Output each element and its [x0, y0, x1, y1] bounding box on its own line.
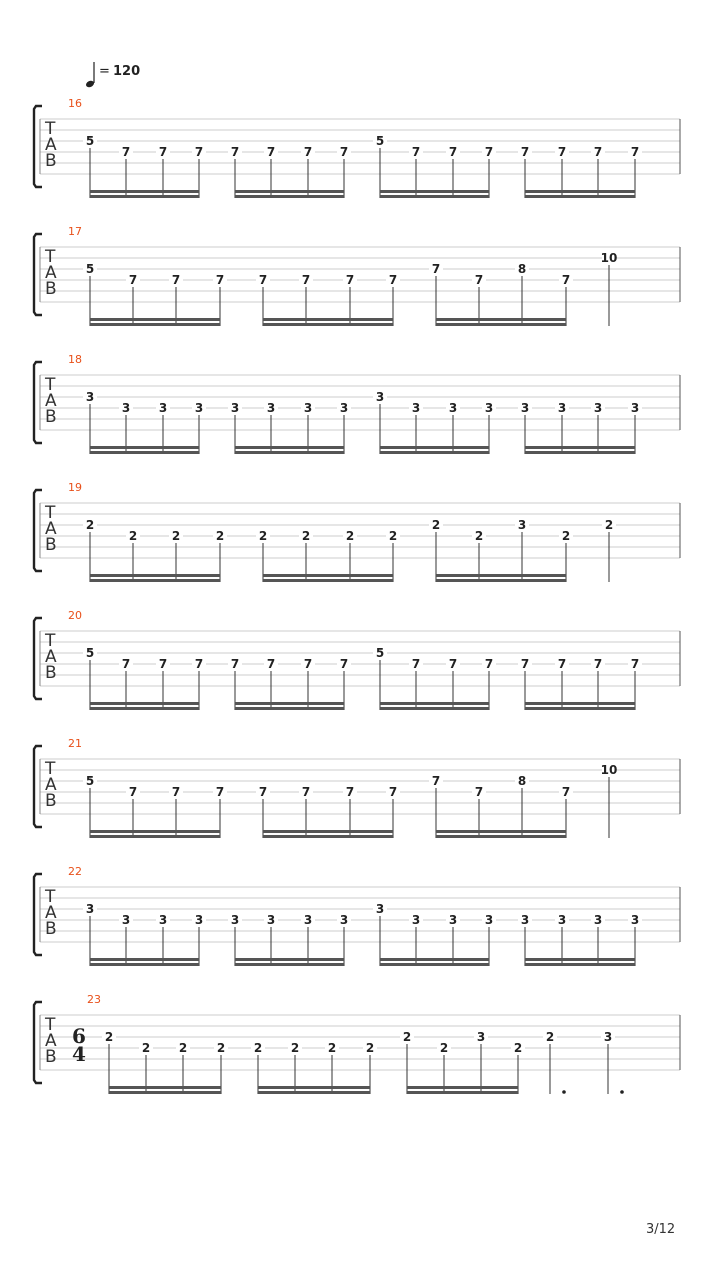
beam-secondary: [263, 574, 393, 577]
beam-secondary: [436, 574, 566, 577]
measure-number: 17: [68, 225, 82, 238]
fret-number: 3: [303, 401, 313, 415]
fret-number: 5: [375, 646, 385, 660]
fret-number: 7: [215, 785, 225, 799]
fret-number: 7: [339, 145, 349, 159]
tab-clef-t: T: [45, 119, 56, 139]
fret-number: 3: [593, 913, 603, 927]
fret-number: 7: [484, 145, 494, 159]
beam-primary: [90, 707, 199, 710]
tab-clef-b: B: [45, 791, 57, 811]
beam-primary: [407, 1091, 518, 1094]
fret-number: 3: [557, 401, 567, 415]
fret-number: 3: [557, 913, 567, 927]
beam-secondary: [380, 446, 489, 449]
fret-number: 3: [158, 913, 168, 927]
tab-clef-t: T: [45, 375, 56, 395]
tab-clef-b: B: [45, 535, 57, 555]
fret-number: 3: [484, 913, 494, 927]
fret-number: 2: [85, 518, 95, 532]
tab-clef-a: A: [45, 1031, 57, 1051]
fret-number: 2: [545, 1030, 555, 1044]
measure-number: 23: [87, 993, 101, 1006]
beam-secondary: [90, 318, 220, 321]
beam-primary: [436, 579, 566, 582]
fret-number: 2: [104, 1030, 114, 1044]
beam-secondary: [380, 702, 489, 705]
beam-secondary: [436, 318, 566, 321]
fret-number: 3: [85, 902, 95, 916]
beam-primary: [525, 195, 635, 198]
fret-number: 7: [194, 145, 204, 159]
fret-number: 7: [171, 785, 181, 799]
beam-secondary: [90, 830, 220, 833]
tab-clef-b: B: [45, 663, 57, 683]
tempo-equals: =: [99, 64, 110, 79]
fret-number: 3: [375, 902, 385, 916]
beam-primary: [436, 835, 566, 838]
duration-dot: [562, 1090, 566, 1094]
fret-number: 2: [215, 529, 225, 543]
beam-primary: [90, 323, 220, 326]
beam-secondary: [90, 446, 199, 449]
tab-clef-b: B: [45, 279, 57, 299]
fret-number: 7: [266, 145, 276, 159]
beam-primary: [436, 323, 566, 326]
fret-number: 3: [194, 401, 204, 415]
tab-system: [34, 609, 680, 710]
fret-number: 7: [474, 273, 484, 287]
fret-number: 2: [178, 1041, 188, 1055]
measure-number: 22: [68, 865, 82, 878]
fret-number: 2: [345, 529, 355, 543]
fret-number: 7: [258, 785, 268, 799]
fret-number: 3: [411, 401, 421, 415]
system-bracket: [34, 362, 42, 443]
fret-number: 10: [600, 763, 618, 777]
beam-primary: [90, 835, 220, 838]
beam-primary: [525, 707, 635, 710]
system-bracket: [34, 874, 42, 955]
beam-primary: [525, 963, 635, 966]
fret-number: 3: [448, 401, 458, 415]
fret-number: 3: [266, 401, 276, 415]
fret-number: 3: [448, 913, 458, 927]
beam-secondary: [235, 702, 344, 705]
fret-number: 2: [327, 1041, 337, 1055]
fret-number: 2: [439, 1041, 449, 1055]
fret-number: 2: [388, 529, 398, 543]
fret-number: 7: [171, 273, 181, 287]
fret-number: 5: [85, 646, 95, 660]
fret-number: 7: [301, 785, 311, 799]
tab-clef-a: A: [45, 775, 57, 795]
tab-clef-b: B: [45, 919, 57, 939]
fret-number: 7: [431, 774, 441, 788]
fret-number: 3: [121, 913, 131, 927]
beam-primary: [90, 579, 220, 582]
beam-primary: [90, 451, 199, 454]
beam-primary: [380, 195, 489, 198]
beam-secondary: [263, 830, 393, 833]
fret-number: 7: [561, 785, 571, 799]
beam-secondary: [436, 830, 566, 833]
beam-primary: [380, 451, 489, 454]
fret-number: 7: [266, 657, 276, 671]
fret-number: 7: [230, 145, 240, 159]
beam-secondary: [380, 190, 489, 193]
fret-number: 7: [301, 273, 311, 287]
beam-secondary: [525, 446, 635, 449]
fret-number: 2: [474, 529, 484, 543]
fret-number: 3: [230, 913, 240, 927]
tab-clef-t: T: [45, 631, 56, 651]
fret-number: 2: [604, 518, 614, 532]
fret-number: 3: [517, 518, 527, 532]
system-bracket: [34, 234, 42, 315]
system-bracket: [34, 746, 42, 827]
tab-clef-b: B: [45, 407, 57, 427]
fret-number: 7: [557, 657, 567, 671]
beam-primary: [90, 195, 199, 198]
fret-number: 7: [303, 657, 313, 671]
beam-primary: [380, 963, 489, 966]
fret-number: 7: [345, 273, 355, 287]
fret-number: 3: [593, 401, 603, 415]
fret-number: 7: [388, 785, 398, 799]
fret-number: 5: [85, 774, 95, 788]
beam-primary: [235, 963, 344, 966]
fret-number: 2: [216, 1041, 226, 1055]
fret-number: 7: [630, 145, 640, 159]
fret-number: 7: [630, 657, 640, 671]
beam-primary: [90, 963, 199, 966]
fret-number: 7: [593, 145, 603, 159]
beam-primary: [258, 1091, 370, 1094]
beam-secondary: [258, 1086, 370, 1089]
fret-number: 5: [85, 262, 95, 276]
fret-number: 7: [448, 657, 458, 671]
system-bracket: [34, 618, 42, 699]
system-bracket: [34, 1002, 42, 1083]
tab-clef-b: B: [45, 151, 57, 171]
tab-clef-a: A: [45, 647, 57, 667]
tab-clef-t: T: [45, 1015, 56, 1035]
fret-number: 3: [339, 401, 349, 415]
fret-number: 3: [266, 913, 276, 927]
fret-number: 3: [194, 913, 204, 927]
fret-number: 3: [476, 1030, 486, 1044]
fret-number: 8: [517, 774, 527, 788]
fret-number: 3: [158, 401, 168, 415]
fret-number: 7: [230, 657, 240, 671]
fret-number: 2: [141, 1041, 151, 1055]
fret-number: 3: [630, 913, 640, 927]
fret-number: 7: [303, 145, 313, 159]
fret-number: 3: [520, 401, 530, 415]
fret-number: 7: [121, 657, 131, 671]
beam-secondary: [90, 574, 220, 577]
tab-system: [34, 993, 680, 1094]
fret-number: 7: [339, 657, 349, 671]
fret-number: 7: [448, 145, 458, 159]
tab-system: [34, 225, 680, 326]
fret-number: 5: [85, 134, 95, 148]
tab-clef-a: A: [45, 903, 57, 923]
fret-number: 3: [411, 913, 421, 927]
fret-number: 3: [303, 913, 313, 927]
beam-primary: [235, 707, 344, 710]
tab-clef-a: A: [45, 135, 57, 155]
system-bracket: [34, 106, 42, 187]
page-number: 3/12: [646, 1222, 676, 1237]
beam-primary: [235, 195, 344, 198]
beam-secondary: [525, 190, 635, 193]
tempo-value: 120: [113, 64, 141, 79]
fret-number: 2: [431, 518, 441, 532]
fret-number: 2: [128, 529, 138, 543]
time-signature-bottom: 4: [72, 1042, 86, 1066]
fret-number: 7: [557, 145, 567, 159]
beam-secondary: [235, 958, 344, 961]
fret-number: 10: [600, 251, 618, 265]
measure-number: 21: [68, 737, 82, 750]
fret-number: 7: [411, 145, 421, 159]
beam-secondary: [235, 446, 344, 449]
fret-number: 7: [484, 657, 494, 671]
fret-number: 7: [158, 145, 168, 159]
fret-number: 7: [258, 273, 268, 287]
time-signature-top: 6: [72, 1024, 86, 1048]
fret-number: 3: [375, 390, 385, 404]
fret-number: 3: [339, 913, 349, 927]
system-bracket: [34, 490, 42, 571]
beam-secondary: [90, 190, 199, 193]
beam-primary: [263, 579, 393, 582]
measure-number: 20: [68, 609, 82, 622]
fret-number: 7: [388, 273, 398, 287]
tab-clef-t: T: [45, 887, 56, 907]
fret-number: 7: [121, 145, 131, 159]
fret-number: 7: [474, 785, 484, 799]
fret-number: 7: [215, 273, 225, 287]
fret-number: 7: [593, 657, 603, 671]
measure-number: 18: [68, 353, 82, 366]
beam-secondary: [109, 1086, 221, 1089]
fret-number: 7: [431, 262, 441, 276]
fret-number: 3: [484, 401, 494, 415]
fret-number: 7: [411, 657, 421, 671]
beam-secondary: [525, 702, 635, 705]
beam-secondary: [235, 190, 344, 193]
measure-number: 16: [68, 97, 82, 110]
fret-number: 7: [520, 145, 530, 159]
tab-system: [34, 865, 680, 966]
fret-number: 2: [402, 1030, 412, 1044]
tempo-marking: [85, 62, 140, 88]
beam-secondary: [525, 958, 635, 961]
fret-number: 7: [128, 785, 138, 799]
beam-primary: [235, 451, 344, 454]
tab-system: [34, 481, 680, 582]
beam-secondary: [263, 318, 393, 321]
fret-number: 7: [158, 657, 168, 671]
fret-number: 3: [603, 1030, 613, 1044]
fret-number: 3: [230, 401, 240, 415]
fret-number: 7: [561, 273, 571, 287]
fret-number: 7: [520, 657, 530, 671]
duration-dot: [620, 1090, 624, 1094]
tab-clef-t: T: [45, 503, 56, 523]
fret-number: 2: [290, 1041, 300, 1055]
tab-clef-a: A: [45, 391, 57, 411]
fret-number: 8: [517, 262, 527, 276]
fret-number: 3: [520, 913, 530, 927]
beam-primary: [109, 1091, 221, 1094]
fret-number: 3: [85, 390, 95, 404]
fret-number: 2: [253, 1041, 263, 1055]
fret-number: 2: [301, 529, 311, 543]
tab-system: [34, 97, 680, 198]
fret-number: 7: [345, 785, 355, 799]
beam-primary: [263, 323, 393, 326]
fret-number: 7: [194, 657, 204, 671]
beam-secondary: [380, 958, 489, 961]
fret-number: 2: [258, 529, 268, 543]
fret-number: 2: [561, 529, 571, 543]
fret-number: 3: [121, 401, 131, 415]
fret-number: 2: [171, 529, 181, 543]
fret-number: 5: [375, 134, 385, 148]
beam-secondary: [90, 702, 199, 705]
fret-number: 2: [513, 1041, 523, 1055]
measure-number: 19: [68, 481, 82, 494]
beam-primary: [263, 835, 393, 838]
tab-clef-b: B: [45, 1047, 57, 1067]
fret-number: 3: [630, 401, 640, 415]
beam-primary: [525, 451, 635, 454]
tab-systems: [34, 97, 680, 1094]
tab-clef-t: T: [45, 247, 56, 267]
tab-system: [34, 353, 680, 454]
beam-secondary: [407, 1086, 518, 1089]
fret-number: 7: [128, 273, 138, 287]
beam-primary: [380, 707, 489, 710]
beam-secondary: [90, 958, 199, 961]
tab-clef-a: A: [45, 519, 57, 539]
fret-number: 2: [365, 1041, 375, 1055]
tab-clef-a: A: [45, 263, 57, 283]
tab-system: [34, 737, 680, 838]
tab-clef-t: T: [45, 759, 56, 779]
